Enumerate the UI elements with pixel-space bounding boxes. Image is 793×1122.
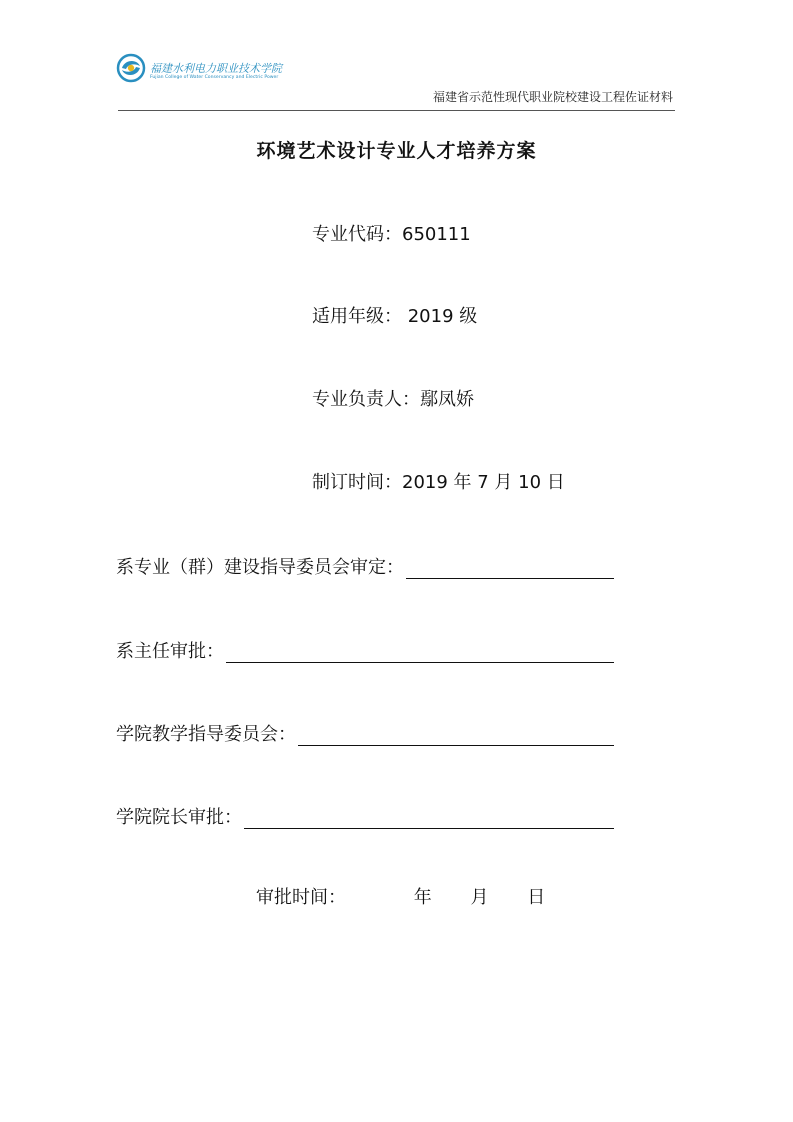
dept-head-approval-row [116,637,614,663]
president-approval-row [116,803,614,829]
college-committee-row [116,720,614,746]
header-caption: 福建省示范性现代职业院校建设工程佐证材料 [432,90,673,104]
college-committee-signature-line[interactable] [298,725,614,746]
dept-head-signature-line[interactable] [226,642,614,663]
college-logo [116,53,282,93]
logo-english-name: Fujian College of Water Conservancy and Electric Power [150,75,279,80]
applicable-grade: 适用年级： 2019 级 [312,306,478,327]
revision-date: 制订时间：2019 年 7 月 10 日 [312,472,565,493]
approval-day: 日 [527,887,546,908]
president-signature-line[interactable] [244,808,614,829]
approval-year: 年 [413,887,432,908]
approval-date-row [256,883,545,909]
dept-head-approval-label: 系主任审批： [116,641,224,662]
major-leader: 专业负责人：鄢凤娇 [312,389,474,410]
document-title: 环境艺术设计专业人才培养方案 [256,140,537,162]
college-emblem-icon [116,53,146,83]
president-approval-label: 学院院长审批： [116,807,242,828]
approval-month: 月 [470,887,489,908]
header-divider [118,110,675,111]
committee-approval-row [116,553,614,579]
logo-chinese-name: 福建水利电力职业技术学院 [150,62,282,75]
committee-signature-line[interactable] [406,558,614,579]
major-code: 专业代码：650111 [312,224,471,245]
approval-date-label: 审批时间： [256,887,346,908]
committee-approval-label: 系专业（群）建设指导委员会审定： [116,557,404,578]
college-committee-label: 学院教学指导委员会： [116,724,296,745]
